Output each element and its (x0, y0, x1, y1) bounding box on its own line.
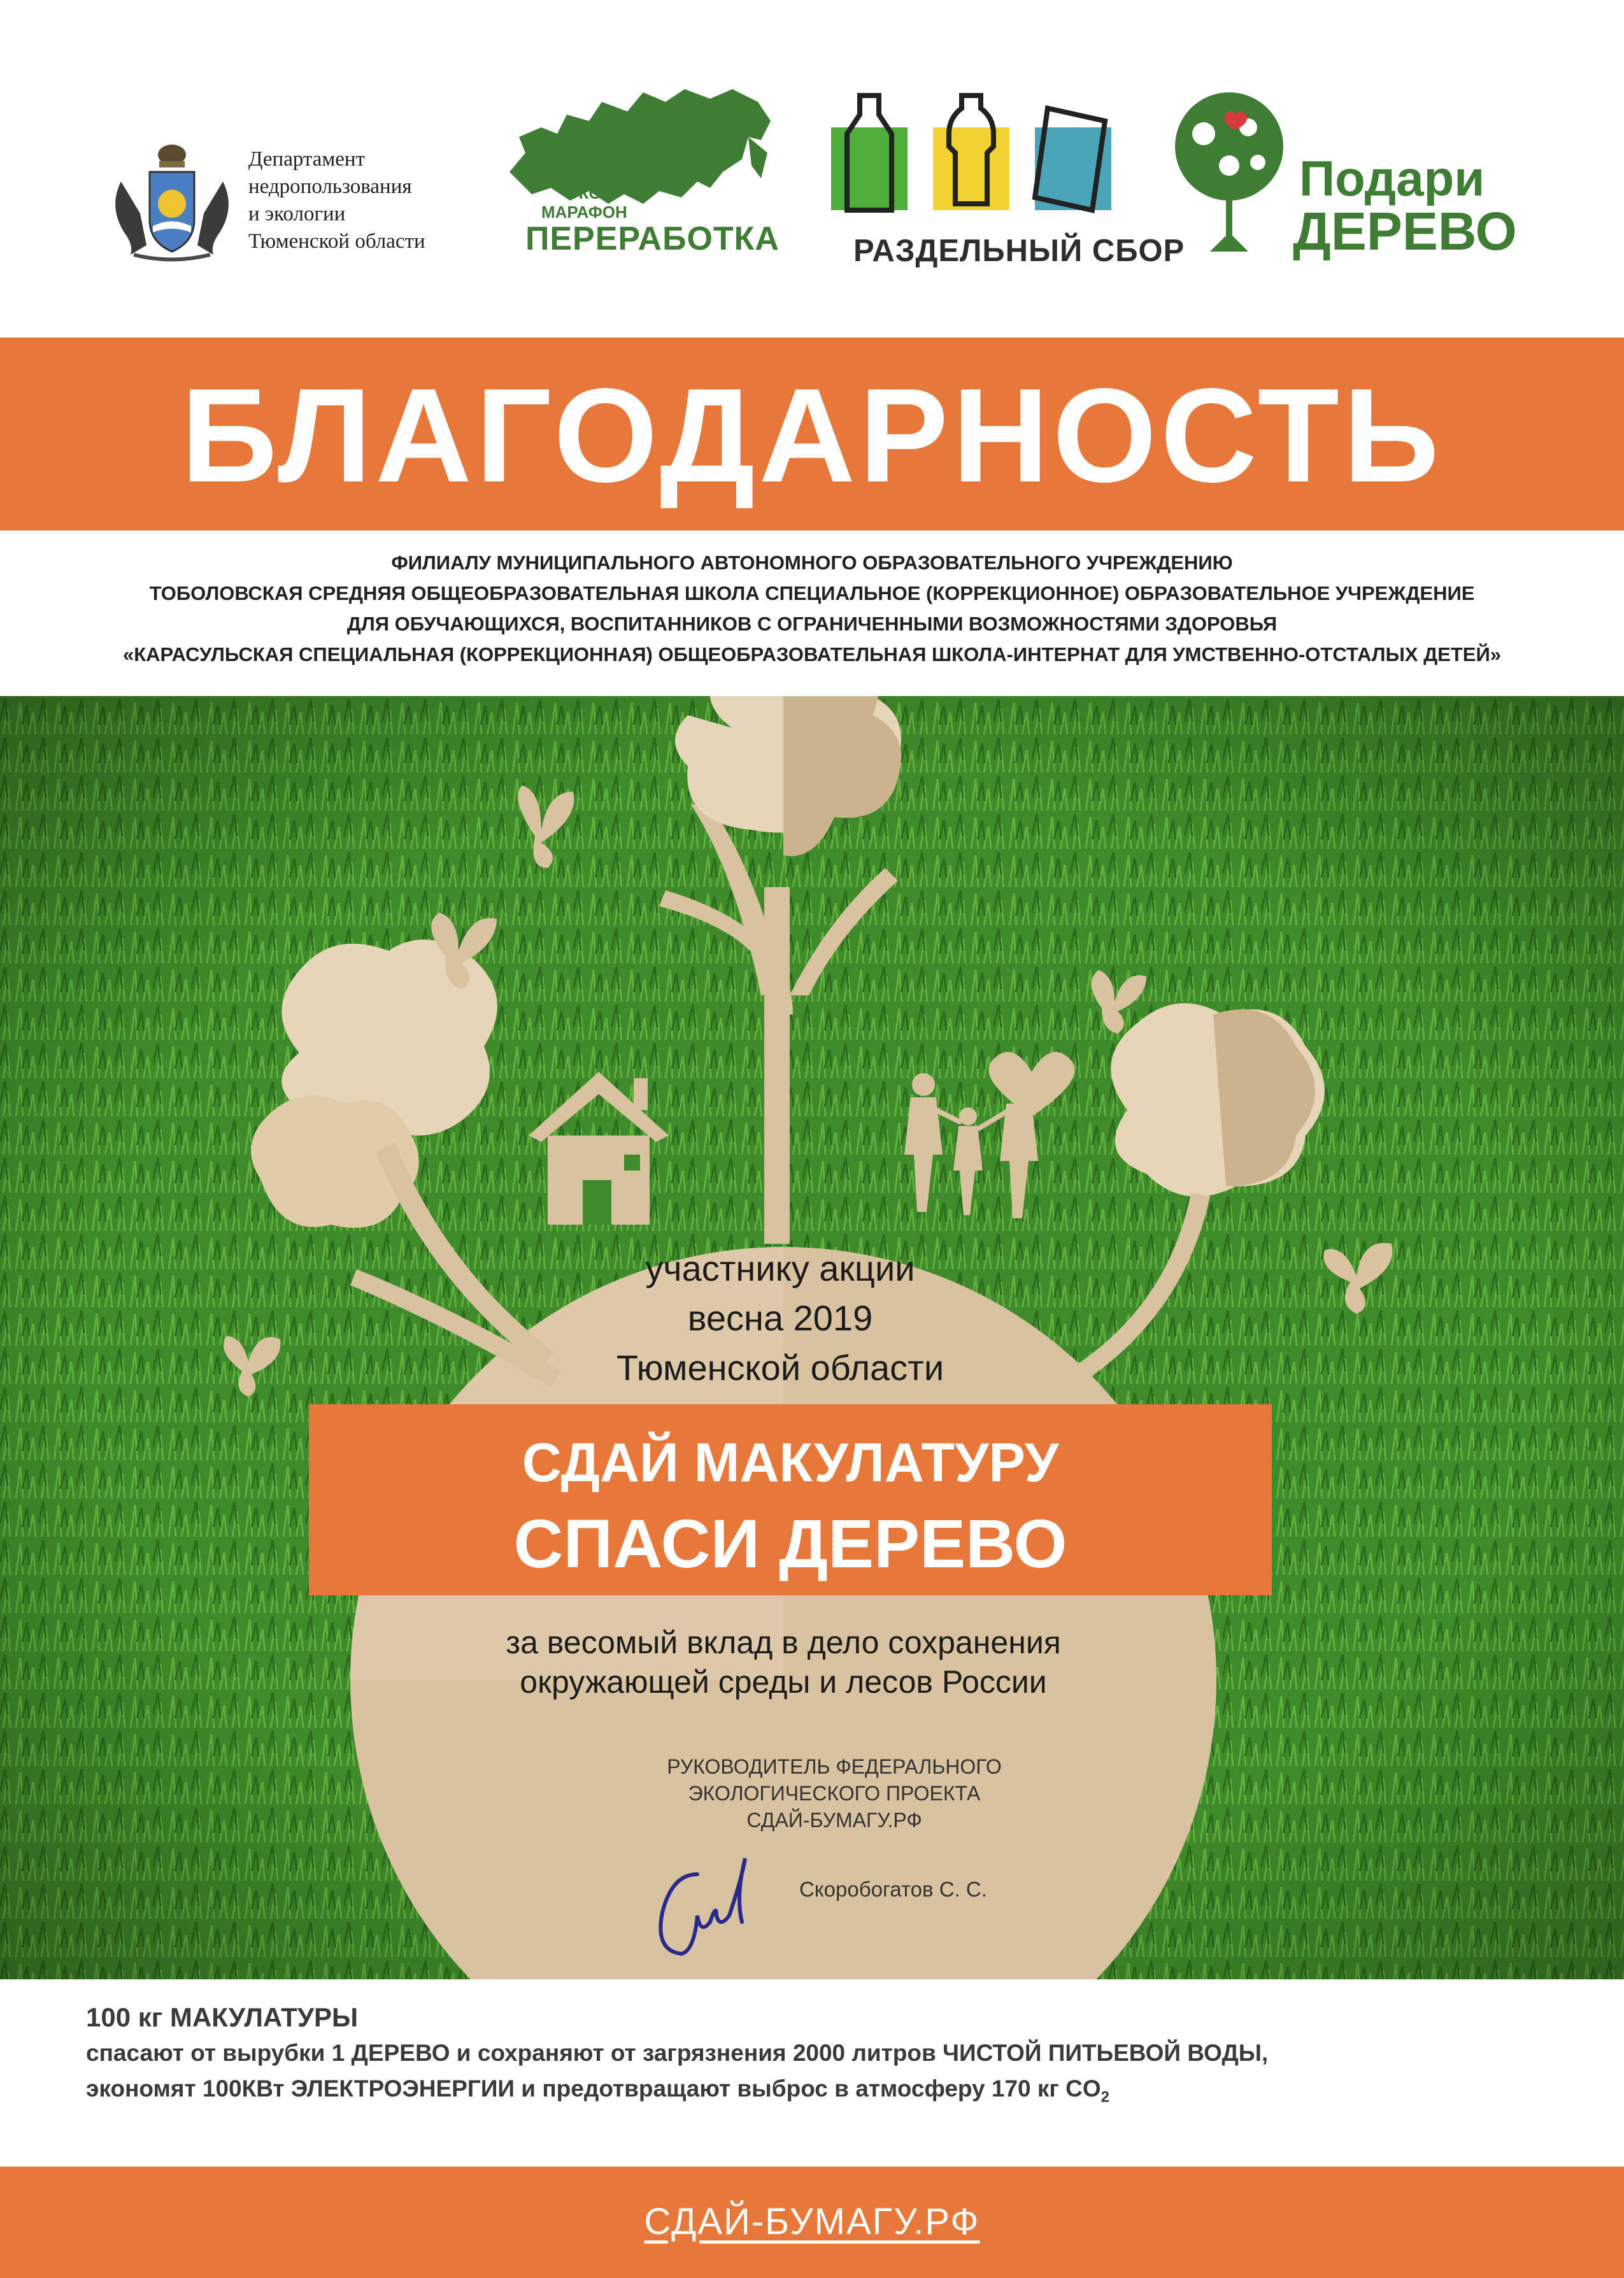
project-leader-title (605, 1753, 1064, 1833)
participant-line: Тюменской области (616, 1348, 944, 1388)
eko-marathon-title: ПЕРЕРАБОТКА (525, 220, 780, 257)
merit-text (408, 1623, 1159, 1702)
gift-tree-line1: Подари (1299, 150, 1485, 206)
eko-marathon-logo (506, 76, 780, 267)
slogan-banner (309, 1404, 1272, 1595)
recipient-line: ДЛЯ ОБУЧАЮЩИХСЯ, ВОСПИТАННИКОВ С ОГРАНИЧЕННЫМИ ВОЗМОЖНОСТЯМИ ЗДОРОВЬЯ (346, 613, 1278, 635)
department-logo (96, 137, 471, 264)
department-line: недропользования (248, 175, 412, 198)
department-line: и экологии (248, 203, 346, 225)
eko-small-top: ЭКО (567, 183, 602, 203)
participant-line: весна 2019 (687, 1298, 873, 1338)
department-name (248, 146, 478, 255)
tree-icon (1165, 89, 1293, 255)
gift-tree-logo (1165, 89, 1517, 274)
eko-marathon-small (541, 183, 627, 222)
facts-line: спасают от вырубки 1 ДЕРЕВО и сохраняют от загрязнения 2000 литров ЧИСТОЙ ПИТЬЕВОЙ ВОДЫ, (86, 2040, 1269, 2066)
merit-line: окружающей среды и лесов России (520, 1664, 1047, 1700)
gift-tree-line2: ДЕРЕВО (1293, 201, 1517, 261)
signer-name: Скоробогатов С. С. (799, 1877, 987, 1901)
department-line: Тюменской области (248, 230, 425, 253)
participant-line: участнику акции (645, 1248, 915, 1288)
recipient-line: ФИЛИАЛУ МУНИЦИПАЛЬНОГО АВТОНОМНОГО ОБРАЗОВАТЕЛЬНОГО УЧРЕЖДЕНИЮ (391, 552, 1233, 574)
certificate-title: БЛАГОДАРНОСТЬ (181, 360, 1443, 510)
website-link[interactable]: СДАЙ-БУМАГУ.РФ (644, 2201, 980, 2242)
facts-line (86, 2071, 1551, 2115)
leader-line: ЭКОЛОГИЧЕСКОГО ПРОЕКТА (688, 1782, 981, 1805)
leader-line: РУКОВОДИТЕЛЬ ФЕДЕРАЛЬНОГО (667, 1755, 1002, 1778)
slogan-line-1: СДАЙ МАКУЛАТУРУ (522, 1432, 1059, 1493)
signature-icon (653, 1849, 774, 1963)
coat-of-arms-icon (96, 137, 248, 264)
facts-line-text: экономят 100КВт ЭЛЕКТРОЭНЕРГИИ и предотвращают выброс в атмосферу 170 кг CO (86, 2075, 1101, 2102)
recipient-block (0, 548, 1624, 670)
facts-heading: 100 кг МАКУЛАТУРЫ (86, 2002, 359, 2032)
footer-banner (0, 2167, 1624, 2278)
leader-line: СДАЙ-БУМАГУ.РФ (746, 1809, 922, 1832)
separate-collection-label: РАЗДЕЛЬНЫЙ СБОР (853, 234, 1185, 268)
grass-illustration (0, 696, 1624, 1979)
facts-block (86, 2000, 1551, 2115)
title-banner (0, 338, 1624, 530)
co2-subscript: 2 (1100, 2088, 1109, 2106)
eko-small-bottom: МАРАФОН (541, 203, 627, 222)
merit-line: за весомый вклад в дело сохранения (506, 1625, 1061, 1660)
separate-collection-logo (825, 83, 1185, 274)
recycle-bottles-icon (825, 83, 1130, 223)
recipient-line: «КАРАСУЛЬСКАЯ СПЕЦИАЛЬНАЯ (КОРРЕКЦИОННАЯ) ОБЩЕОБРАЗОВАТЕЛЬНАЯ ШКОЛА-ИНТЕРНАТ ДЛЯ УМСТВЕННО-ОТСТАЛЫХ ДЕТЕЙ» (122, 643, 1501, 666)
recipient-line: ТОБОЛОВСКАЯ СРЕДНЯЯ ОБЩЕОБРАЗОВАТЕЛЬНАЯ ШКОЛА СПЕЦИАЛЬНОЕ (КОРРЕКЦИОННОЕ) ОБРАЗОВАТЕЛЬНОЕ УЧРЕЖДЕНИЕ (149, 582, 1475, 604)
slogan-line-2: СПАСИ ДЕРЕВО (513, 1505, 1067, 1582)
department-line: Департамент (248, 148, 366, 171)
participant-block (509, 1244, 1051, 1393)
